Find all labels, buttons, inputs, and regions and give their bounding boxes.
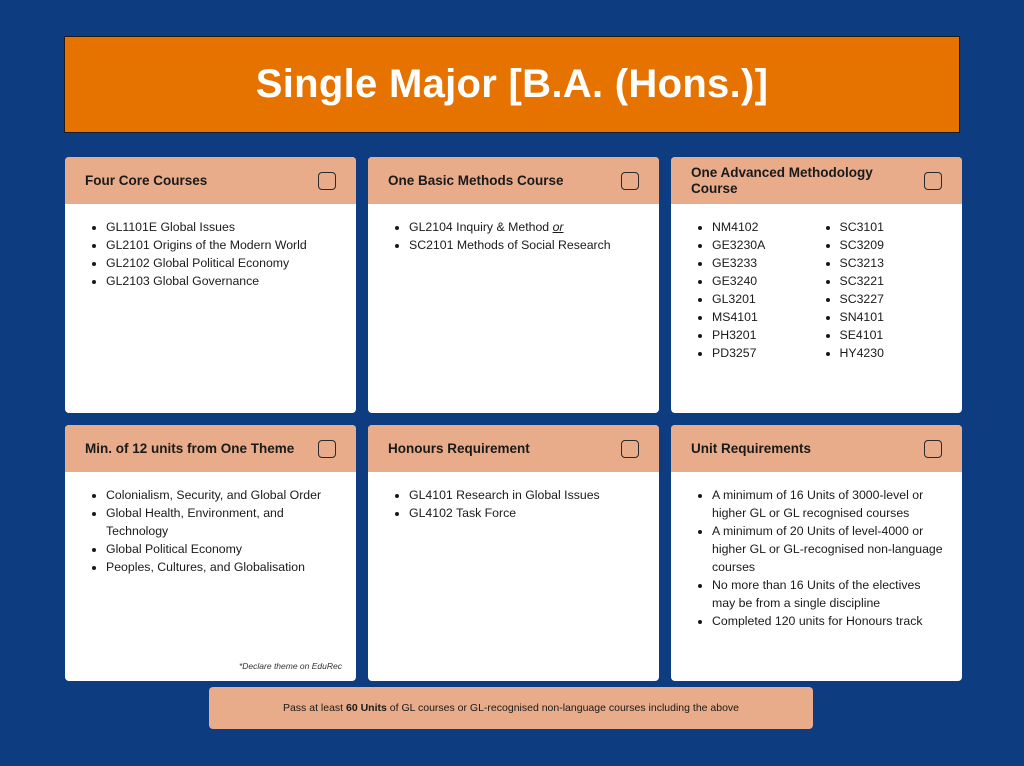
theme-list: [83, 486, 338, 576]
course-list-col2: [817, 218, 945, 362]
footer-requirement: [209, 687, 813, 729]
card-title: Min. of 12 units from One Theme: [85, 440, 295, 456]
list-item: • SC3213: [840, 254, 945, 272]
list-item: • Colonialism, Security, and Global Order: [106, 486, 338, 504]
list-item: • SN4101: [840, 308, 945, 326]
list-item: • SC3221: [840, 272, 945, 290]
list-item: • GL3201: [712, 290, 817, 308]
list-item: [409, 218, 641, 236]
list-item: • HY4230: [840, 344, 945, 362]
card-title: Four Core Courses: [85, 172, 208, 188]
course-list: [386, 218, 641, 254]
card-header: [368, 425, 659, 472]
list-item: • GL1101E Global Issues: [106, 218, 338, 236]
card-header: [671, 425, 962, 472]
list-item: • GL2103 Global Governance: [106, 272, 338, 290]
card-body: [671, 472, 962, 630]
footer-bold-units: 60 Units: [346, 702, 387, 714]
card-theme: [65, 425, 356, 681]
course-list: [83, 218, 338, 290]
list-item: • Global Political Economy: [106, 540, 338, 558]
list-item: • GL4101 Research in Global Issues: [409, 486, 641, 504]
list-item: • SC3209: [840, 236, 945, 254]
list-item: • PD3257: [712, 344, 817, 362]
checkbox-unit-requirements[interactable]: [924, 440, 942, 458]
list-item: • GE3230A: [712, 236, 817, 254]
card-core-courses: [65, 157, 356, 413]
list-item: • GE3240: [712, 272, 817, 290]
card-header: [671, 157, 962, 204]
list-item: • Peoples, Cultures, and Globalisation: [106, 558, 338, 576]
card-unit-requirements: [671, 425, 962, 681]
card-body: [65, 472, 356, 576]
list-item: • GE3233: [712, 254, 817, 272]
list-item: • MS4101: [712, 308, 817, 326]
checkbox-basic-methods[interactable]: [621, 172, 639, 190]
footer-suffix: of GL courses or GL-recognised non-language courses including the above: [386, 702, 740, 714]
list-item: • GL2101 Origins of the Modern World: [106, 236, 338, 254]
card-title: Unit Requirements: [691, 440, 812, 456]
list-item: • NM4102: [712, 218, 817, 236]
checkbox-advanced-methodology[interactable]: [924, 172, 942, 190]
card-title: Honours Requirement: [388, 440, 530, 456]
card-honours-requirement: [368, 425, 659, 681]
list-item: • GL4102 Task Force: [409, 504, 641, 522]
card-title: One Basic Methods Course: [388, 172, 564, 188]
or-text: or: [552, 220, 564, 234]
page-title: Single Major [B.A. (Hons.)]: [255, 62, 769, 106]
requirement-list: [689, 486, 944, 630]
course-text: GL2104 Inquiry & Method: [409, 220, 553, 234]
list-item: • GL2102 Global Political Economy: [106, 254, 338, 272]
course-list-col1: [689, 218, 817, 362]
list-item: • No more than 16 Units of the electives may be from a single discipline: [712, 576, 944, 612]
list-item: • A minimum of 20 Units of level-4000 or higher GL or GL-recognised non-language courses: [712, 522, 944, 576]
declare-theme-note: *Declare theme on EduRec: [238, 661, 342, 671]
card-body: [671, 204, 962, 362]
card-header: [368, 157, 659, 204]
card-header: [65, 157, 356, 204]
list-item: • SC3101: [840, 218, 945, 236]
list-item: • A minimum of 16 Units of 3000-level or higher GL or GL recognised courses: [712, 486, 944, 522]
course-list: [386, 486, 641, 522]
list-item: • Global Health, Environment, and Technology: [106, 504, 338, 540]
card-body: [65, 204, 356, 290]
title-banner: [64, 36, 960, 133]
list-item: • SC2101 Methods of Social Research: [409, 236, 641, 254]
list-item: • SC3227: [840, 290, 945, 308]
checkbox-theme[interactable]: [318, 440, 336, 458]
card-basic-methods: [368, 157, 659, 413]
footer-prefix: Pass at least: [282, 702, 346, 714]
list-item: • PH3201: [712, 326, 817, 344]
card-header: [65, 425, 356, 472]
list-item: • SE4101: [840, 326, 945, 344]
card-title: One Advanced Methodology Course: [691, 164, 873, 196]
checkbox-core-courses[interactable]: [318, 172, 336, 190]
card-body: [368, 472, 659, 522]
card-body: [368, 204, 659, 254]
card-advanced-methodology: [671, 157, 962, 413]
list-item: • Completed 120 units for Honours track: [712, 612, 944, 630]
checkbox-honours-requirement[interactable]: [621, 440, 639, 458]
